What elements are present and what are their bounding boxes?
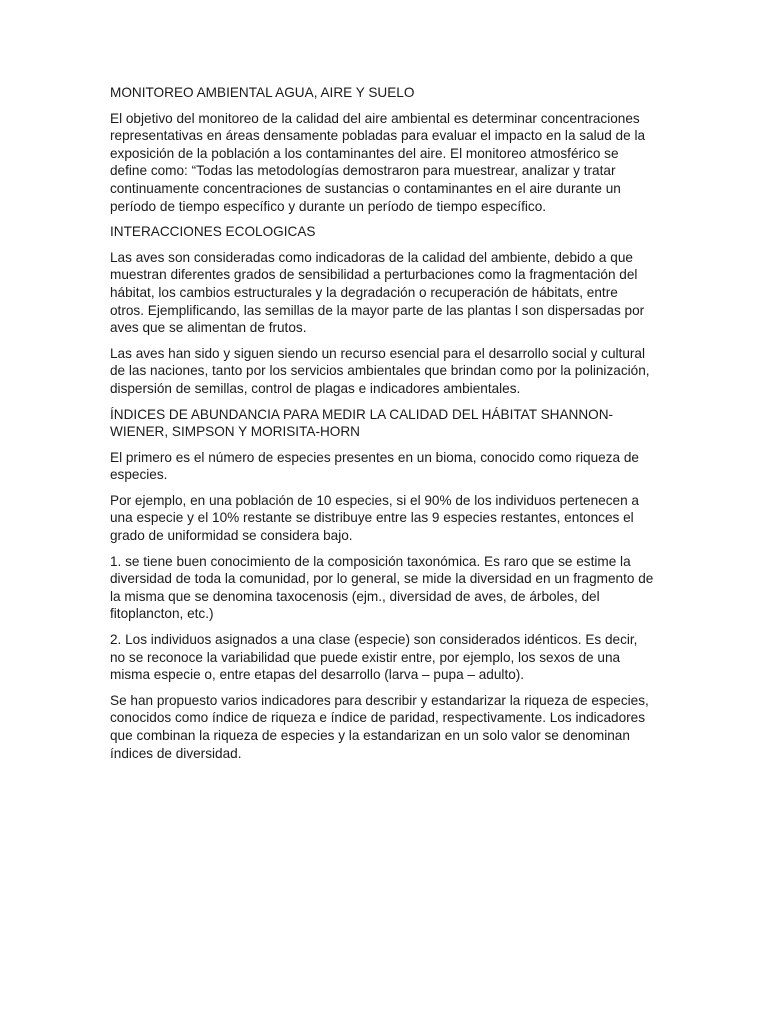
paragraph-species-richness: El primero es el número de especies presentes en un bioma, conocido como riqueza de especies.: [110, 449, 639, 483]
paragraph-diversity-indices: Se han propuesto varios indicadores para describir y estandarizar la riqueza de especies, conocidos como índice de riqueza e índice de paridad, respectivamente. Los indicadores que combinan la riqueza de especies y la estandarizan en un solo valor se denominan índices de diversidad.: [110, 692, 649, 761]
section-heading-abundance-indices: ÍNDICES DE ABUNDANCIA PARA MEDIR LA CALIDAD DEL HÁBITAT SHANNON-WIENER, SIMPSON Y MORISITA-HORN: [110, 406, 614, 440]
paragraph-air-monitoring: El objetivo del monitoreo de la calidad del aire ambiental es determinar concentraciones representativas en áreas densamente pobladas para evaluar el impacto en la salud de la exposición de la población a los contaminantes del aire. El monitoreo atmosférico se define como: “Todas las metodologías demostraron para muestrear, analizar y tratar continuamente concentraciones de sustancias o contaminantes en el aire durante un período de tiempo específico y durante un período de tiempo específico.: [110, 110, 646, 214]
paragraph-birds-resource: Las aves han sido y siguen siendo un recurso esencial para el desarrollo social y cultural de las naciones, tanto por los servicios ambientales que brindan como por la polinización, dispersión de semillas, control de plagas e indicadores ambientales.: [110, 345, 650, 396]
section-heading-ecological-interactions: INTERACCIONES ECOLOGICAS: [110, 224, 316, 240]
paragraph-point-2: 2. Los individuos asignados a una clase (especie) son considerados idénticos. Es decir, no se reconoce la variabilidad que puede existir entre, por ejemplo, los sexos de una misma especie o, entre etapas del desarrollo (larva – pupa – adulto).: [110, 632, 638, 683]
paragraph-birds-indicators: Las aves son consideradas como indicadoras de la calidad del ambiente, debido a que muestran diferentes grados de sensibilidad a perturbaciones como la fragmentación del hábitat, los cambios estructurales y la degradación o recuperación de hábitats, entre otros. Ejemplificando, las semillas de la mayor parte de las plantas l son dispersadas por aves que se alimentan de frutos.: [110, 249, 645, 336]
paragraph-point-1: 1. se tiene buen conocimiento de la composición taxonómica. Es raro que se estime la diversidad de toda la comunidad, por lo general, se mide la diversidad en un fragmento de la misma que se denomina taxocenosis (ejm., diversidad de aves, de árboles, del fitoplancton, etc.): [110, 553, 654, 622]
document-title: MONITOREO AMBIENTAL AGUA, AIRE Y SUELO: [110, 85, 415, 100]
document-page: [110, 84, 655, 770]
paragraph-example-uniformity: Por ejemplo, en una población de 10 especies, si el 90% de los individuos pertenecen a una especie y el 10% restante se distribuye entre las 9 especies restantes, entonces el grado de uniformidad se considera bajo.: [110, 492, 639, 544]
